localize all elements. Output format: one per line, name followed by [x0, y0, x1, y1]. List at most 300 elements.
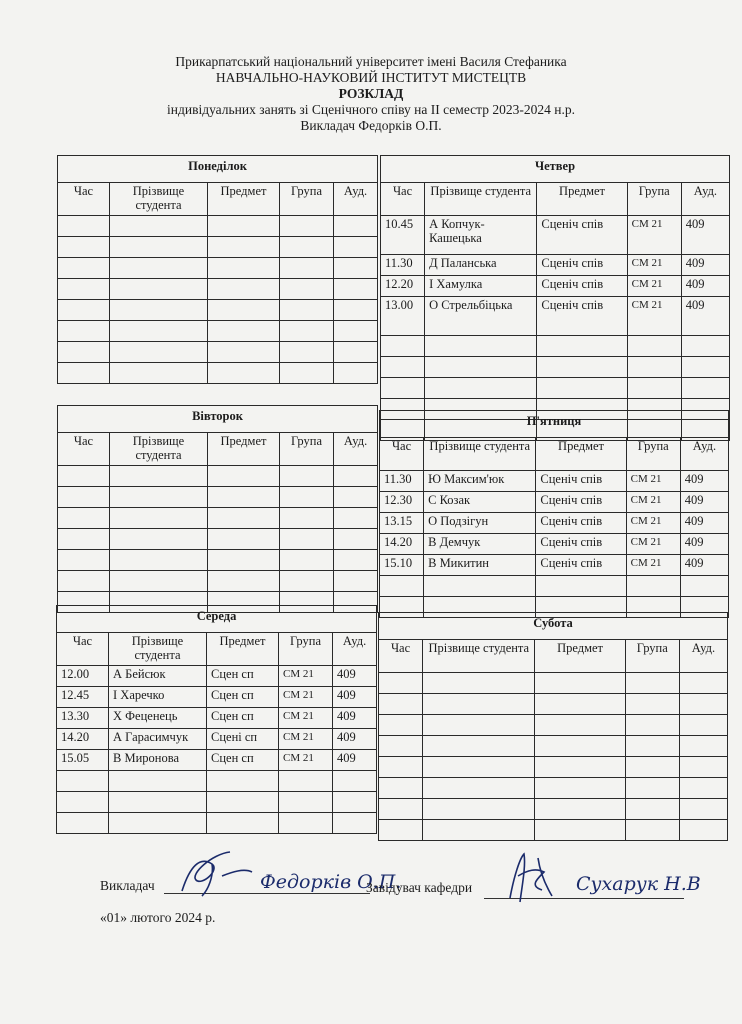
column-header-group: Група [280, 183, 334, 216]
cell-group: СМ 21 [279, 750, 333, 771]
cell-subject [208, 321, 280, 342]
cell-student [110, 342, 208, 363]
table-row [58, 571, 378, 592]
cell-subject [208, 508, 280, 529]
cell-student [110, 300, 208, 321]
cell-time [381, 357, 425, 378]
cell-group: СМ 21 [626, 555, 680, 576]
schedule-tuesday [57, 405, 378, 613]
cell-time [58, 363, 110, 384]
cell-subject [535, 778, 625, 799]
column-header-room: Ауд. [333, 633, 377, 666]
column-header-subject: Предмет [535, 640, 625, 673]
cell-room [333, 792, 377, 813]
cell-time: 12.45 [57, 687, 109, 708]
cell-student: Д Паланська [425, 255, 537, 276]
cell-group [280, 571, 334, 592]
table-row [379, 673, 728, 694]
cell-room: 409 [681, 255, 729, 276]
cell-time: 15.05 [57, 750, 109, 771]
cell-room: 409 [680, 513, 728, 534]
cell-group: СМ 21 [627, 297, 681, 336]
cell-time: 11.30 [381, 255, 425, 276]
table-row [58, 321, 378, 342]
table-row [380, 492, 729, 513]
cell-room: 409 [681, 297, 729, 336]
table-row [58, 529, 378, 550]
cell-student: А Копчук-Кашецька [425, 216, 537, 255]
table-row [379, 694, 728, 715]
cell-time [379, 673, 423, 694]
table-row [379, 778, 728, 799]
cell-student [424, 576, 536, 597]
teacher-signature-text: Федорків О.П. [260, 871, 402, 893]
table-row [380, 471, 729, 492]
cell-room [334, 279, 378, 300]
cell-student [110, 258, 208, 279]
cell-group [627, 336, 681, 357]
cell-student [110, 508, 208, 529]
cell-time [57, 813, 109, 834]
column-header-group: Група [626, 438, 680, 471]
cell-group [280, 550, 334, 571]
table-row [58, 363, 378, 384]
cell-time [58, 342, 110, 363]
cell-student: О Подзігун [424, 513, 536, 534]
cell-student [110, 363, 208, 384]
cell-group [625, 778, 679, 799]
column-header-student: Прізвище студента [423, 640, 535, 673]
schedule-thursday [380, 155, 730, 441]
cell-room: 409 [681, 276, 729, 297]
column-header-room: Ауд. [681, 183, 729, 216]
cell-student [425, 336, 537, 357]
table-row [57, 729, 377, 750]
cell-room [333, 813, 377, 834]
cell-subject [208, 571, 280, 592]
cell-subject: Сценіч спів [537, 216, 627, 255]
cell-time [379, 778, 423, 799]
cell-room [334, 363, 378, 384]
cell-room: 409 [333, 708, 377, 729]
column-header-time: Час [58, 433, 110, 466]
schedule-wednesday [56, 605, 377, 834]
cell-subject: Сценіч спів [537, 276, 627, 297]
day-title: Середа [57, 606, 377, 633]
cell-subject [208, 487, 280, 508]
cell-student [423, 736, 535, 757]
table-row [57, 771, 377, 792]
cell-time [379, 820, 423, 841]
cell-group [625, 715, 679, 736]
table-row [57, 750, 377, 771]
cell-group [280, 342, 334, 363]
cell-group [625, 673, 679, 694]
table-row [57, 792, 377, 813]
day-title: Четвер [381, 156, 730, 183]
cell-student [110, 321, 208, 342]
cell-room [334, 258, 378, 279]
cell-subject [208, 216, 280, 237]
column-header-student: Прізвище студента [424, 438, 536, 471]
column-header-subject: Предмет [207, 633, 279, 666]
cell-room [334, 529, 378, 550]
head-signature-text: Сухарук Н.В [576, 873, 701, 895]
cell-group [280, 216, 334, 237]
cell-room [679, 736, 727, 757]
cell-group [280, 508, 334, 529]
cell-time [58, 508, 110, 529]
cell-student: В Миронова [109, 750, 207, 771]
cell-time [58, 529, 110, 550]
cell-time: 12.30 [380, 492, 424, 513]
cell-room [681, 336, 729, 357]
cell-subject: Сцен сп [207, 750, 279, 771]
table-row [58, 258, 378, 279]
cell-student [425, 378, 537, 399]
document-subtitle: індивідуальних занять зі Сценічного співу на ІІ семестр 2023-2024 н.р. [167, 102, 575, 117]
cell-subject: Сцен сп [207, 687, 279, 708]
cell-group [280, 279, 334, 300]
cell-group [280, 529, 334, 550]
cell-student [110, 529, 208, 550]
column-header-subject: Предмет [537, 183, 627, 216]
cell-student [423, 820, 535, 841]
schedule-friday [379, 410, 729, 618]
cell-time [58, 321, 110, 342]
cell-student [423, 757, 535, 778]
cell-time [58, 216, 110, 237]
cell-group [280, 300, 334, 321]
cell-subject: Сценіч спів [537, 297, 627, 336]
cell-room [334, 237, 378, 258]
table-row [381, 378, 730, 399]
cell-student [110, 466, 208, 487]
cell-subject: Сценіч спів [536, 534, 626, 555]
cell-room [334, 300, 378, 321]
cell-time [58, 571, 110, 592]
column-header-time: Час [58, 183, 110, 216]
table-row [58, 342, 378, 363]
cell-subject [208, 237, 280, 258]
column-header-group: Група [625, 640, 679, 673]
teacher-name: Викладач Федорків О.П. [300, 118, 442, 133]
cell-student [110, 279, 208, 300]
schedule-saturday [378, 612, 728, 841]
university-name: Прикарпатський національний університет імені Василя Стефаника [175, 54, 567, 69]
cell-time [58, 487, 110, 508]
cell-subject [537, 357, 627, 378]
cell-subject: Сценіч спів [536, 513, 626, 534]
cell-group [280, 466, 334, 487]
cell-room [334, 342, 378, 363]
cell-time [379, 694, 423, 715]
cell-room [333, 771, 377, 792]
cell-subject: Сцен сп [207, 708, 279, 729]
cell-group [280, 321, 334, 342]
cell-group [279, 792, 333, 813]
cell-time: 14.20 [380, 534, 424, 555]
cell-group [625, 757, 679, 778]
cell-group: СМ 21 [627, 255, 681, 276]
cell-time: 13.00 [381, 297, 425, 336]
cell-time: 13.15 [380, 513, 424, 534]
table-row [379, 820, 728, 841]
cell-room: 409 [680, 555, 728, 576]
cell-time [381, 378, 425, 399]
table-row [58, 466, 378, 487]
table-row [57, 687, 377, 708]
cell-subject [208, 466, 280, 487]
table-row [379, 799, 728, 820]
document-title: РОЗКЛАД [338, 86, 404, 101]
cell-room [679, 799, 727, 820]
cell-student [110, 216, 208, 237]
column-header-room: Ауд. [334, 433, 378, 466]
cell-group: СМ 21 [279, 666, 333, 687]
cell-group [280, 237, 334, 258]
cell-student: В Демчук [424, 534, 536, 555]
head-label: Завідувач кафедри [366, 880, 473, 895]
table-row [380, 513, 729, 534]
cell-group: СМ 21 [626, 513, 680, 534]
cell-subject [208, 529, 280, 550]
cell-room [334, 487, 378, 508]
cell-subject [535, 799, 625, 820]
document-date: «01» лютого 2024 р. [100, 910, 216, 925]
day-title: Вівторок [58, 406, 378, 433]
cell-room: 409 [680, 492, 728, 513]
cell-student [423, 694, 535, 715]
column-header-group: Група [279, 633, 333, 666]
cell-room: 409 [333, 666, 377, 687]
column-header-subject: Предмет [208, 433, 280, 466]
cell-subject [207, 813, 279, 834]
table-row [381, 276, 730, 297]
cell-time [379, 715, 423, 736]
column-header-time: Час [381, 183, 425, 216]
cell-student: А Гарасимчук [109, 729, 207, 750]
cell-group: СМ 21 [626, 534, 680, 555]
cell-room [679, 757, 727, 778]
column-header-student: Прізвище студента [109, 633, 207, 666]
cell-room [334, 216, 378, 237]
table-row [57, 666, 377, 687]
cell-group [625, 694, 679, 715]
cell-subject [535, 694, 625, 715]
cell-group [625, 736, 679, 757]
table-row [58, 550, 378, 571]
cell-time [381, 336, 425, 357]
cell-time [58, 258, 110, 279]
cell-group [279, 813, 333, 834]
column-header-room: Ауд. [334, 183, 378, 216]
cell-group: СМ 21 [279, 687, 333, 708]
cell-time: 12.20 [381, 276, 425, 297]
cell-time [58, 237, 110, 258]
table-row [380, 576, 729, 597]
cell-subject [208, 258, 280, 279]
cell-student: С Козак [424, 492, 536, 513]
cell-room [334, 321, 378, 342]
cell-time: 11.30 [380, 471, 424, 492]
cell-time [379, 757, 423, 778]
cell-room [680, 576, 728, 597]
cell-subject [536, 576, 626, 597]
cell-student [423, 673, 535, 694]
cell-time: 14.20 [57, 729, 109, 750]
column-header-time: Час [57, 633, 109, 666]
institute-name: НАВЧАЛЬНО-НАУКОВИЙ ІНСТИТУТ МИСТЕЦТВ [215, 70, 527, 85]
cell-subject: Сценіч спів [536, 471, 626, 492]
table-row [58, 279, 378, 300]
cell-group: СМ 21 [279, 729, 333, 750]
cell-time: 13.30 [57, 708, 109, 729]
cell-subject: Сцені сп [207, 729, 279, 750]
column-header-student: Прізвище студента [110, 183, 208, 216]
cell-group: СМ 21 [626, 492, 680, 513]
cell-time: 15.10 [380, 555, 424, 576]
cell-group [279, 771, 333, 792]
column-header-student: Прізвище студента [110, 433, 208, 466]
cell-student: І Хамулка [425, 276, 537, 297]
cell-time [58, 550, 110, 571]
day-title: Понеділок [58, 156, 378, 183]
table-row [381, 216, 730, 255]
table-row [379, 736, 728, 757]
cell-subject [207, 771, 279, 792]
table-row [58, 237, 378, 258]
table-row [58, 487, 378, 508]
table-row [381, 255, 730, 276]
cell-group: СМ 21 [626, 471, 680, 492]
cell-subject [208, 550, 280, 571]
column-header-subject: Предмет [536, 438, 626, 471]
cell-room [679, 820, 727, 841]
table-row [58, 508, 378, 529]
column-header-subject: Предмет [208, 183, 280, 216]
cell-student: В Микитин [424, 555, 536, 576]
cell-student: О Стрельбіцька [425, 297, 537, 336]
cell-room [681, 378, 729, 399]
cell-subject [537, 378, 627, 399]
cell-time: 10.45 [381, 216, 425, 255]
cell-group [625, 799, 679, 820]
table-row [381, 336, 730, 357]
cell-room: 409 [333, 729, 377, 750]
cell-room: 409 [333, 687, 377, 708]
table-row [380, 555, 729, 576]
cell-subject [537, 336, 627, 357]
cell-subject [535, 757, 625, 778]
cell-subject [535, 673, 625, 694]
cell-subject: Сценіч спів [536, 492, 626, 513]
cell-room: 409 [681, 216, 729, 255]
cell-student [423, 799, 535, 820]
cell-student: І Харечко [109, 687, 207, 708]
cell-student: А Бейсюк [109, 666, 207, 687]
teacher-signature [172, 846, 402, 902]
cell-subject [535, 820, 625, 841]
column-header-group: Група [627, 183, 681, 216]
cell-student [109, 771, 207, 792]
cell-time [380, 576, 424, 597]
cell-group [280, 487, 334, 508]
cell-group [626, 576, 680, 597]
cell-subject: Сцен сп [207, 666, 279, 687]
cell-time [58, 279, 110, 300]
cell-student [425, 357, 537, 378]
cell-subject [208, 279, 280, 300]
cell-group [280, 258, 334, 279]
cell-subject: Сценіч спів [536, 555, 626, 576]
cell-subject [208, 300, 280, 321]
cell-group [625, 820, 679, 841]
cell-subject [535, 715, 625, 736]
cell-room [334, 466, 378, 487]
cell-subject [208, 342, 280, 363]
cell-student [110, 550, 208, 571]
document-header [0, 54, 742, 134]
cell-group: СМ 21 [627, 216, 681, 255]
table-row [379, 715, 728, 736]
cell-room: 409 [333, 750, 377, 771]
table-row [381, 297, 730, 336]
schedule-monday [57, 155, 378, 384]
table-row [58, 216, 378, 237]
table-row [380, 534, 729, 555]
column-header-time: Час [380, 438, 424, 471]
column-header-room: Ауд. [679, 640, 727, 673]
cell-student [110, 487, 208, 508]
cell-time [58, 466, 110, 487]
table-row [58, 300, 378, 321]
cell-group [627, 357, 681, 378]
cell-group [627, 378, 681, 399]
cell-room [679, 715, 727, 736]
day-title: Субота [379, 613, 728, 640]
cell-time [58, 300, 110, 321]
cell-subject [535, 736, 625, 757]
cell-student [423, 778, 535, 799]
cell-room: 409 [680, 471, 728, 492]
cell-group: СМ 21 [627, 276, 681, 297]
cell-subject: Сценіч спів [537, 255, 627, 276]
column-header-student: Прізвище студента [425, 183, 537, 216]
head-signature [500, 846, 740, 906]
column-header-group: Група [280, 433, 334, 466]
teacher-label: Викладач [100, 878, 155, 893]
cell-room [334, 571, 378, 592]
cell-student: Ю Максим'юк [424, 471, 536, 492]
cell-room: 409 [680, 534, 728, 555]
cell-subject [208, 363, 280, 384]
cell-time [57, 792, 109, 813]
cell-room [334, 550, 378, 571]
cell-group: СМ 21 [279, 708, 333, 729]
cell-time [379, 799, 423, 820]
cell-time: 12.00 [57, 666, 109, 687]
cell-room [679, 673, 727, 694]
column-header-room: Ауд. [680, 438, 728, 471]
cell-room [681, 357, 729, 378]
cell-room [334, 508, 378, 529]
cell-student [110, 237, 208, 258]
cell-student: Х Феценець [109, 708, 207, 729]
cell-time [379, 736, 423, 757]
cell-room [679, 694, 727, 715]
table-row [381, 357, 730, 378]
